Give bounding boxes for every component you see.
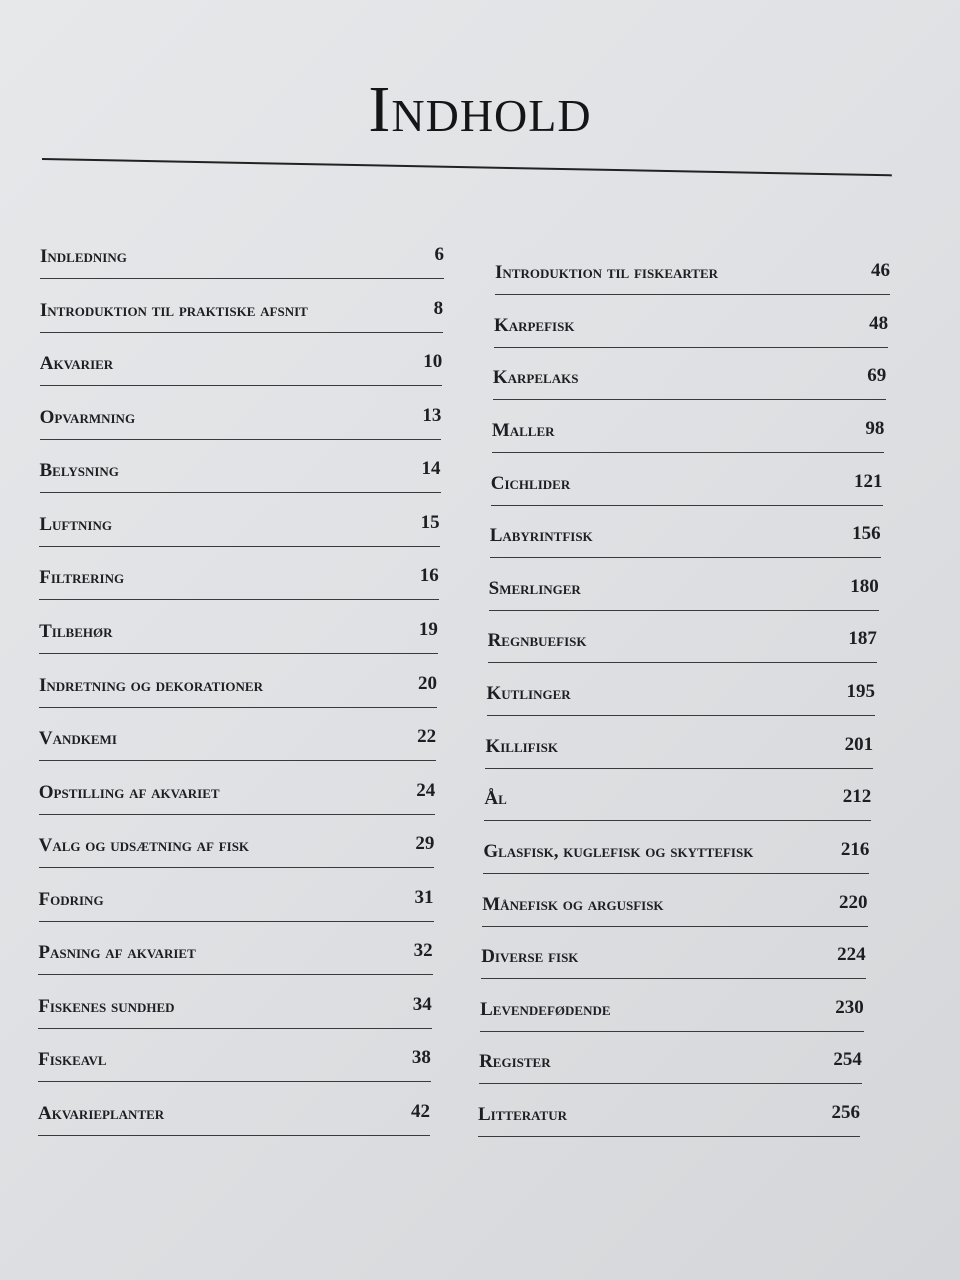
title-divider: [42, 158, 892, 176]
toc-entry-title: Ål: [484, 788, 507, 810]
toc-entry-page-number: 29: [415, 833, 435, 855]
toc-entry-title: Smerlinger: [488, 577, 581, 599]
toc-entry-title: Labyrintfisk: [489, 525, 593, 547]
toc-entry-page-number: 22: [417, 726, 437, 748]
toc-entry-title: Levendefødende: [480, 998, 611, 1020]
toc-entry-page-number: 230: [835, 996, 864, 1018]
toc-entry-page-number: 42: [411, 1101, 430, 1122]
toc-entry-page-number: 48: [869, 312, 889, 334]
toc-entry: [495, 254, 890, 295]
toc-entry: [40, 238, 444, 279]
toc-entry: [493, 359, 886, 400]
toc-entry-title: Litteratur: [478, 1104, 568, 1125]
toc-entry: [478, 1096, 860, 1137]
toc-entry-page-number: 121: [854, 470, 883, 492]
toc-entry-title: Karpelaks: [492, 367, 579, 389]
toc-entry: [39, 720, 436, 761]
toc-entry-title: Vandkemi: [38, 728, 117, 750]
toc-entry-page-number: 256: [831, 1102, 860, 1123]
toc-entry-title: Indledning: [40, 246, 127, 267]
toc-entry-page-number: 34: [412, 993, 432, 1015]
toc-entry-page-number: 13: [422, 404, 442, 426]
toc-entry-title: Pasning af akvariet: [38, 942, 196, 964]
toc-entry-page-number: 201: [844, 733, 874, 755]
toc-entry: [38, 1041, 431, 1082]
toc-entry-page-number: 156: [852, 523, 881, 545]
toc-entry-page-number: 224: [837, 944, 866, 966]
toc-entry: [40, 452, 441, 493]
toc-entry: [39, 506, 439, 547]
toc-entry-page-number: 24: [416, 779, 436, 801]
toc-entry-title: Register: [479, 1051, 551, 1073]
toc-entry-page-number: 10: [423, 351, 443, 373]
toc-entry-title: Kutlinger: [486, 683, 571, 704]
toc-entry: [490, 517, 881, 558]
toc-entry: [39, 774, 436, 815]
toc-entry-title: Glasfisk, kuglefisk og skyttefisk: [483, 840, 754, 862]
toc-entry: [38, 934, 432, 975]
toc-entry: [38, 1095, 430, 1136]
toc-entry: [479, 1043, 862, 1084]
toc-entry: [39, 827, 435, 868]
toc-entry: [480, 991, 864, 1032]
toc-entry-page-number: 46: [871, 260, 890, 281]
toc-entry-title: Regnbuefisk: [487, 630, 587, 652]
toc-entry-title: Fodring: [38, 888, 104, 910]
toc-entry-title: Fiskenes sundhed: [38, 995, 175, 1017]
toc-entry: [492, 412, 885, 453]
toc-entry-page-number: 31: [414, 886, 434, 908]
toc-entry: [487, 675, 876, 716]
toc-entry-title: Diverse fisk: [481, 946, 579, 968]
toc-entry-page-number: 254: [833, 1049, 862, 1071]
toc-entry: [491, 465, 883, 506]
toc-entry-title: Introduktion til praktiske afsnit: [39, 299, 308, 321]
toc-entry: [484, 780, 871, 821]
toc-entry-title: Månefisk og argusfisk: [482, 893, 664, 915]
toc-entry-title: Belysning: [39, 460, 119, 482]
toc-entry-title: Introduktion til fiskearter: [495, 262, 719, 283]
toc-entry: [488, 622, 877, 663]
toc-entry-page-number: 69: [867, 365, 887, 387]
toc-entry: [40, 292, 443, 333]
toc-entry: [489, 570, 879, 611]
toc-entry: [494, 307, 888, 348]
toc-entry-page-number: 15: [420, 511, 440, 533]
toc-entry-page-number: 187: [848, 628, 877, 650]
toc-entry: [482, 886, 867, 927]
toc-entry-page-number: 8: [433, 297, 444, 319]
toc-entry: [39, 559, 439, 600]
toc-entry-page-number: 20: [418, 672, 437, 694]
toc-entry-page-number: 195: [846, 681, 875, 702]
toc-entry-title: Akvarier: [39, 353, 114, 375]
toc-entry-page-number: 180: [850, 575, 879, 597]
toc-entry-page-number: 16: [419, 565, 439, 587]
toc-entry-title: Killifisk: [485, 735, 559, 757]
toc-entry-title: Valg og udsætning af fisk: [38, 835, 250, 857]
toc-entry: [481, 938, 865, 979]
toc-entry: [40, 399, 442, 440]
page-title: Indhold: [368, 73, 592, 146]
toc-entry-page-number: 32: [413, 940, 433, 962]
toc-entry: [39, 667, 437, 708]
toc-entry-page-number: 212: [842, 786, 872, 808]
toc-entry: [38, 988, 432, 1029]
toc-entry-title: Indretning og dekorationer: [39, 674, 263, 696]
toc-entry-title: Cichlider: [490, 472, 571, 494]
toc-entry-title: Fiskeavl: [38, 1049, 107, 1071]
toc-entry: [483, 833, 869, 874]
toc-entry-title: Karpefisk: [493, 314, 575, 336]
toc-entry: [40, 345, 443, 386]
toc-entry-page-number: 14: [421, 458, 441, 480]
toc-entry-title: Filtrering: [39, 567, 125, 589]
toc-entry-title: Maller: [491, 419, 555, 441]
toc-entry-page-number: 98: [865, 417, 885, 439]
toc-entry-title: Opvarmning: [39, 406, 136, 428]
toc-entry-title: Tilbehør: [39, 620, 113, 642]
toc-entry-title: Opstilling af akvariet: [38, 781, 220, 803]
toc-entry-page-number: 220: [839, 891, 868, 913]
toc-entry: [485, 728, 873, 769]
toc-entry-title: Luftning: [39, 513, 112, 535]
toc-entry: [39, 881, 434, 922]
toc-entry-page-number: 38: [411, 1047, 431, 1069]
toc-entry: [39, 613, 438, 654]
toc-entry-page-number: 216: [840, 838, 870, 860]
toc-entry-page-number: 6: [434, 244, 444, 265]
toc-entry-title: Akvarieplanter: [38, 1103, 165, 1124]
toc-entry-page-number: 19: [418, 618, 438, 640]
